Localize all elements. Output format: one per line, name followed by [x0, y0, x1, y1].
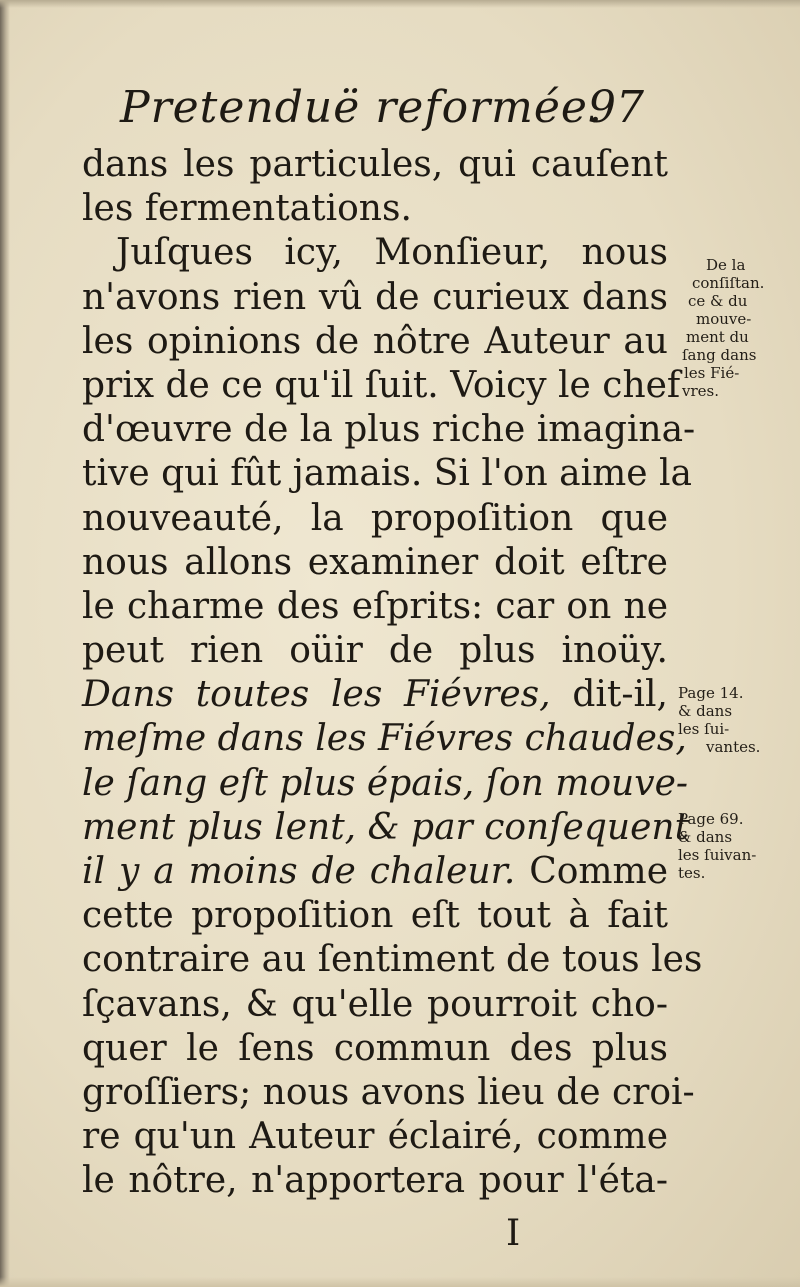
margin-note-line: les Fié- — [684, 364, 740, 382]
margin-note-line: vantes. — [706, 738, 761, 756]
margin-note-line: & dans — [678, 828, 733, 846]
margin-note-line: les ſui- — [678, 720, 730, 738]
margin-note — [676, 256, 794, 400]
margin-note — [676, 684, 794, 756]
roman-text: Comme — [529, 851, 668, 892]
text-line-italic: le ſang eſt plus épais, ſon mouve- — [82, 762, 689, 804]
page-number: 97 — [588, 82, 644, 133]
page-header — [120, 78, 680, 138]
margin-note-line: vres. — [682, 382, 719, 400]
running-title: Pretenduë reformée. — [120, 82, 603, 133]
text-line: cette propoſition eſt tout à fait — [82, 895, 668, 937]
text-line: le nôtre, n'apportera pour l'éta- — [82, 1160, 668, 1202]
margin-note-line: ſang dans — [682, 346, 757, 364]
margin-note-line: De la — [706, 256, 746, 274]
text-line: tive qui fût jamais. Si l'on aime la — [82, 453, 692, 495]
text-line: le charme des eſprits: car on ne — [82, 585, 668, 627]
page-edge-shadow — [0, 0, 10, 1287]
text-line: nouveauté, la propoſition que — [82, 497, 668, 539]
margin-note-line: ce & du — [688, 292, 748, 310]
text-line-italic: ment plus lent, & par conſequent — [82, 806, 690, 848]
margin-note-line: Page 69. — [678, 810, 744, 828]
text-line: d'œuvre de la plus riche imagina- — [82, 409, 696, 451]
quoted-italic-text: il y a moins de chaleur. — [82, 851, 516, 892]
text-line: quer le ſens commun des plus — [82, 1027, 668, 1069]
margin-note-line: tes. — [678, 864, 706, 882]
text-line: n'avons rien vû de curieux dans — [82, 276, 668, 318]
text-line: dans les particules, qui cauſent — [82, 144, 668, 185]
margin-note-line: Page 14. — [678, 684, 744, 702]
text-line: ſçavans, & qu'elle pourroit cho- — [82, 983, 668, 1025]
signature-mark: I — [506, 1213, 521, 1254]
text-line: les fermentations. — [82, 188, 412, 230]
text-line: nous allons examiner doit eſtre — [82, 541, 668, 583]
body-text — [82, 143, 703, 1204]
text-line: groſſiers; nous avons lieu de croi- — [82, 1071, 695, 1113]
margin-note-line: mouve- — [696, 310, 752, 328]
text-line: contraire au ſentiment de tous les — [82, 939, 703, 981]
quoted-italic-text: Dans toutes les Fiévres, — [82, 674, 573, 716]
margin-note-line: ment du — [686, 328, 749, 346]
margin-note — [676, 810, 794, 882]
page-bottom-shadow — [0, 1277, 800, 1287]
page-top-shadow — [0, 0, 800, 8]
text-line: re qu'un Auteur éclairé, comme — [82, 1116, 668, 1158]
text-line: Juſques icy, Monſieur, nous — [116, 232, 668, 274]
margin-note-line: & dans — [678, 702, 733, 720]
margin-note-line: conſiſtan. — [692, 274, 765, 292]
roman-text: dit-il, — [572, 674, 668, 716]
text-line-mixed — [82, 673, 668, 717]
text-line: prix de ce qu'il ſuit. Voicy le chef — [82, 364, 681, 406]
text-line: peut rien oüir de plus inoüy. — [82, 630, 668, 672]
text-line: les opinions de nôtre Auteur au — [82, 320, 668, 362]
text-line-mixed — [82, 850, 668, 894]
text-line-italic: meſme dans les Fiévres chaudes, — [82, 718, 687, 760]
margin-note-line: les ſuivan- — [678, 846, 757, 864]
